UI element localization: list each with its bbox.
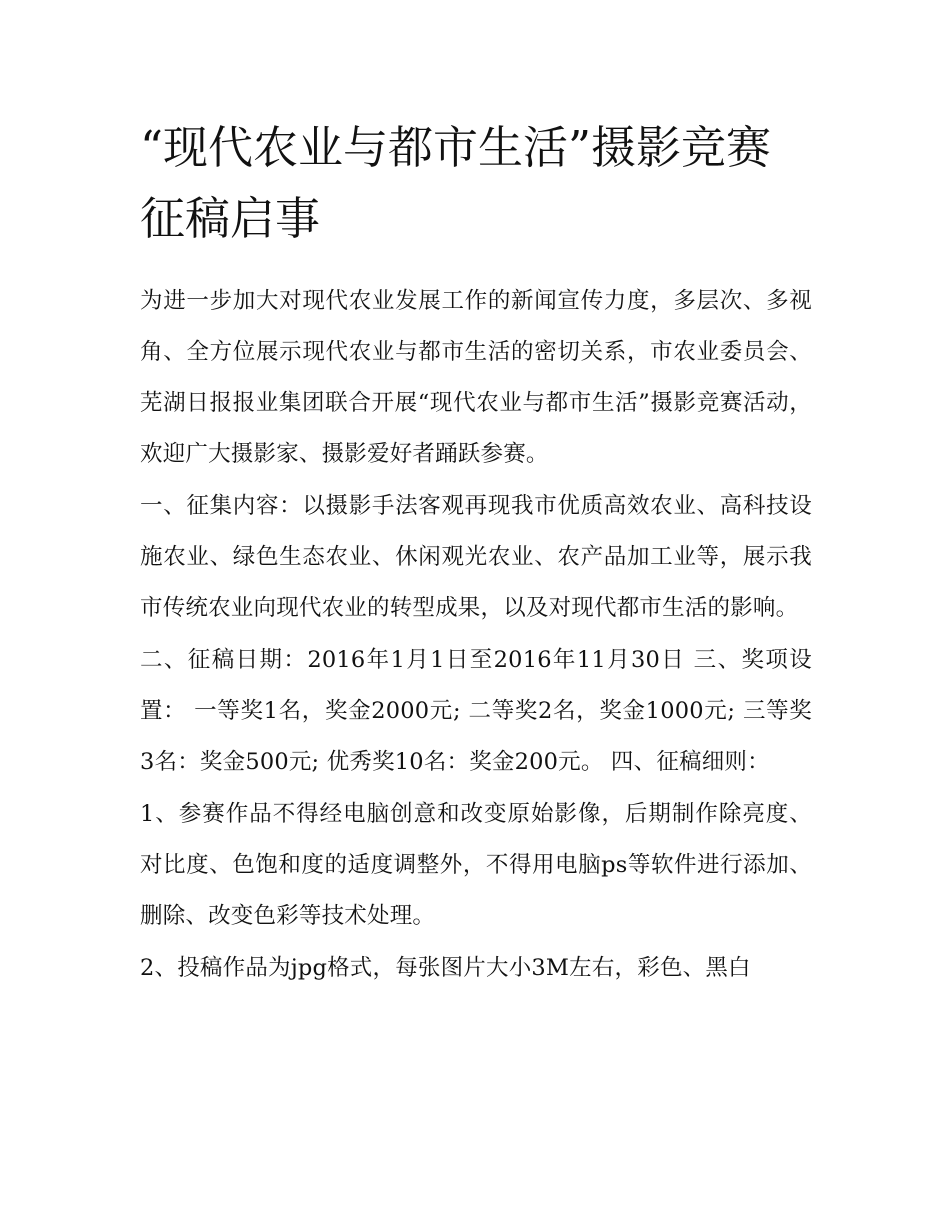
rule-1-paragraph: 1、参赛作品不得经电脑创意和改变原始影像，后期制作除亮度、对比度、色饱和度的适度调整外，不得用电脑ps等软件进行添加、删除、改变色彩等技术处理。 <box>140 801 812 929</box>
section-content-paragraph: 一、征集内容：以摄影手法客观再现我市优质高效农业、高科技设施农业、绿色生态农业、休闲观光农业、农产品加工业等，展示我市传统农业向现代农业的转型成果，以及对现代都市生活的影响。 <box>140 493 812 621</box>
document-page <box>140 112 812 995</box>
rule-2-paragraph: 2、投稿作品为jpg格式，每张图片大小3M左右，彩色、黑白 <box>140 955 751 981</box>
document-title: “现代农业与都市生活”摄影竞赛征稿启事 <box>140 121 772 245</box>
section-dates-awards-paragraph: 二、征稿日期：2016年1月1日至2016年11月30日 三、奖项设置： 一等奖1名，奖金2000元; 二等奖2名，奖金1000元; 三等奖3名：奖金500元; 优秀奖10名：奖金200元。 四、征稿细则： <box>140 647 812 775</box>
intro-paragraph: 为进一步加大对现代农业发展工作的新闻宣传力度，多层次、多视角、全方位展示现代农业与都市生活的密切关系，市农业委员会、芜湖日报报业集团联合开展“现代农业与都市生活”摄影竞赛活动，欢迎广大摄影家、摄影爱好者踊跃参赛。 <box>140 288 812 467</box>
